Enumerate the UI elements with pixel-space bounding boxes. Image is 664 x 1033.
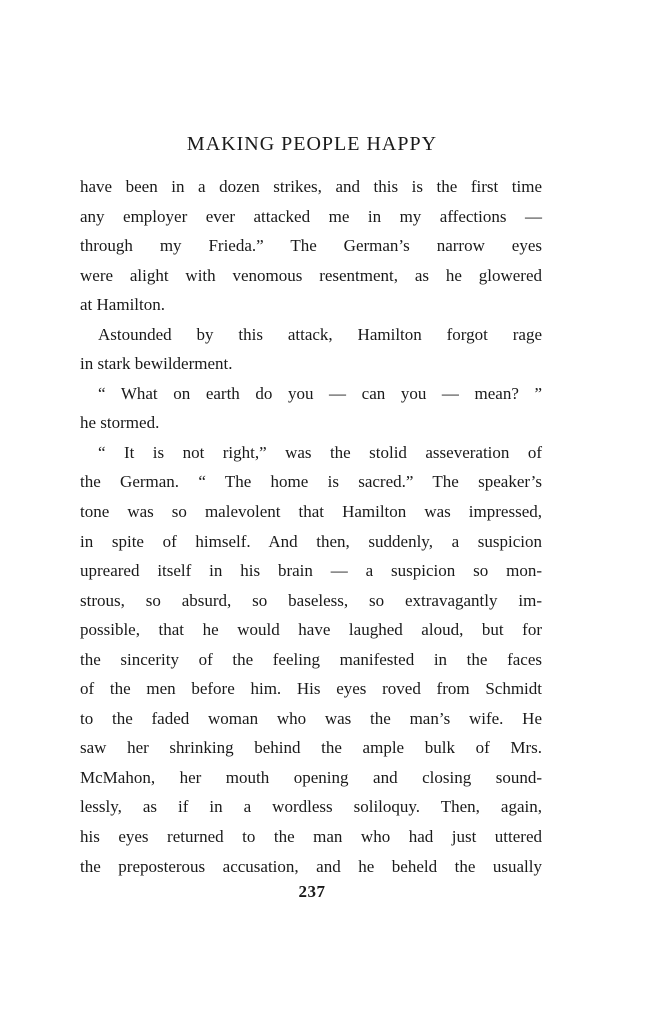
text-line: in stark bewilderment. — [80, 354, 233, 374]
text-line: Astounded by this attack, Hamilton forgot rage — [98, 324, 542, 344]
text-line: have been in a dozen strikes, and this is the first time — [80, 177, 542, 196]
text-line: in spite of himself. And then, suddenly, a suspicion — [80, 531, 542, 551]
body-text — [80, 172, 542, 881]
text-line: were alight with venomous resentment, as he glowered — [80, 265, 542, 285]
text-line: at Hamilton. — [80, 295, 165, 315]
page-number: 237 — [298, 882, 326, 901]
text-line: to the faded woman who was the man’s wife. He — [80, 708, 542, 728]
text-line: through my Frieda.” The German’s narrow eyes — [80, 236, 542, 256]
text-line: “ It is not right,” was the stolid asseveration of — [98, 442, 542, 462]
text-line: any employer ever attacked me in my affections — — [80, 206, 542, 226]
text-line: of the men before him. His eyes roved from Schmidt — [80, 679, 542, 699]
text-line: saw her shrinking behind the ample bulk of Mrs. — [80, 738, 542, 758]
text-line: the sincerity of the feeling manifested in the faces — [80, 649, 542, 669]
text-line: McMahon, her mouth opening and closing sound- — [80, 767, 542, 787]
text-line: the preposterous accusation, and he beheld the usually — [80, 856, 542, 876]
text-line: lessly, as if in a wordless soliloquy. Then, again, — [80, 797, 542, 817]
text-line: he stormed. — [80, 413, 160, 433]
running-head: MAKING PEOPLE HAPPY — [186, 133, 438, 155]
text-line: possible, that he would have laughed aloud, but for — [80, 620, 542, 640]
text-line: the German. “ The home is sacred.” The speaker’s — [80, 472, 542, 492]
text-line: his eyes returned to the man who had just uttered — [80, 827, 542, 847]
text-line: “ What on earth do you — can you — mean? ” — [98, 383, 542, 403]
text-line: strous, so absurd, so baseless, so extravagantly im- — [80, 590, 542, 610]
text-line: upreared itself in his brain — a suspicion so mon- — [80, 561, 542, 581]
text-line: tone was so malevolent that Hamilton was impressed, — [80, 502, 542, 522]
